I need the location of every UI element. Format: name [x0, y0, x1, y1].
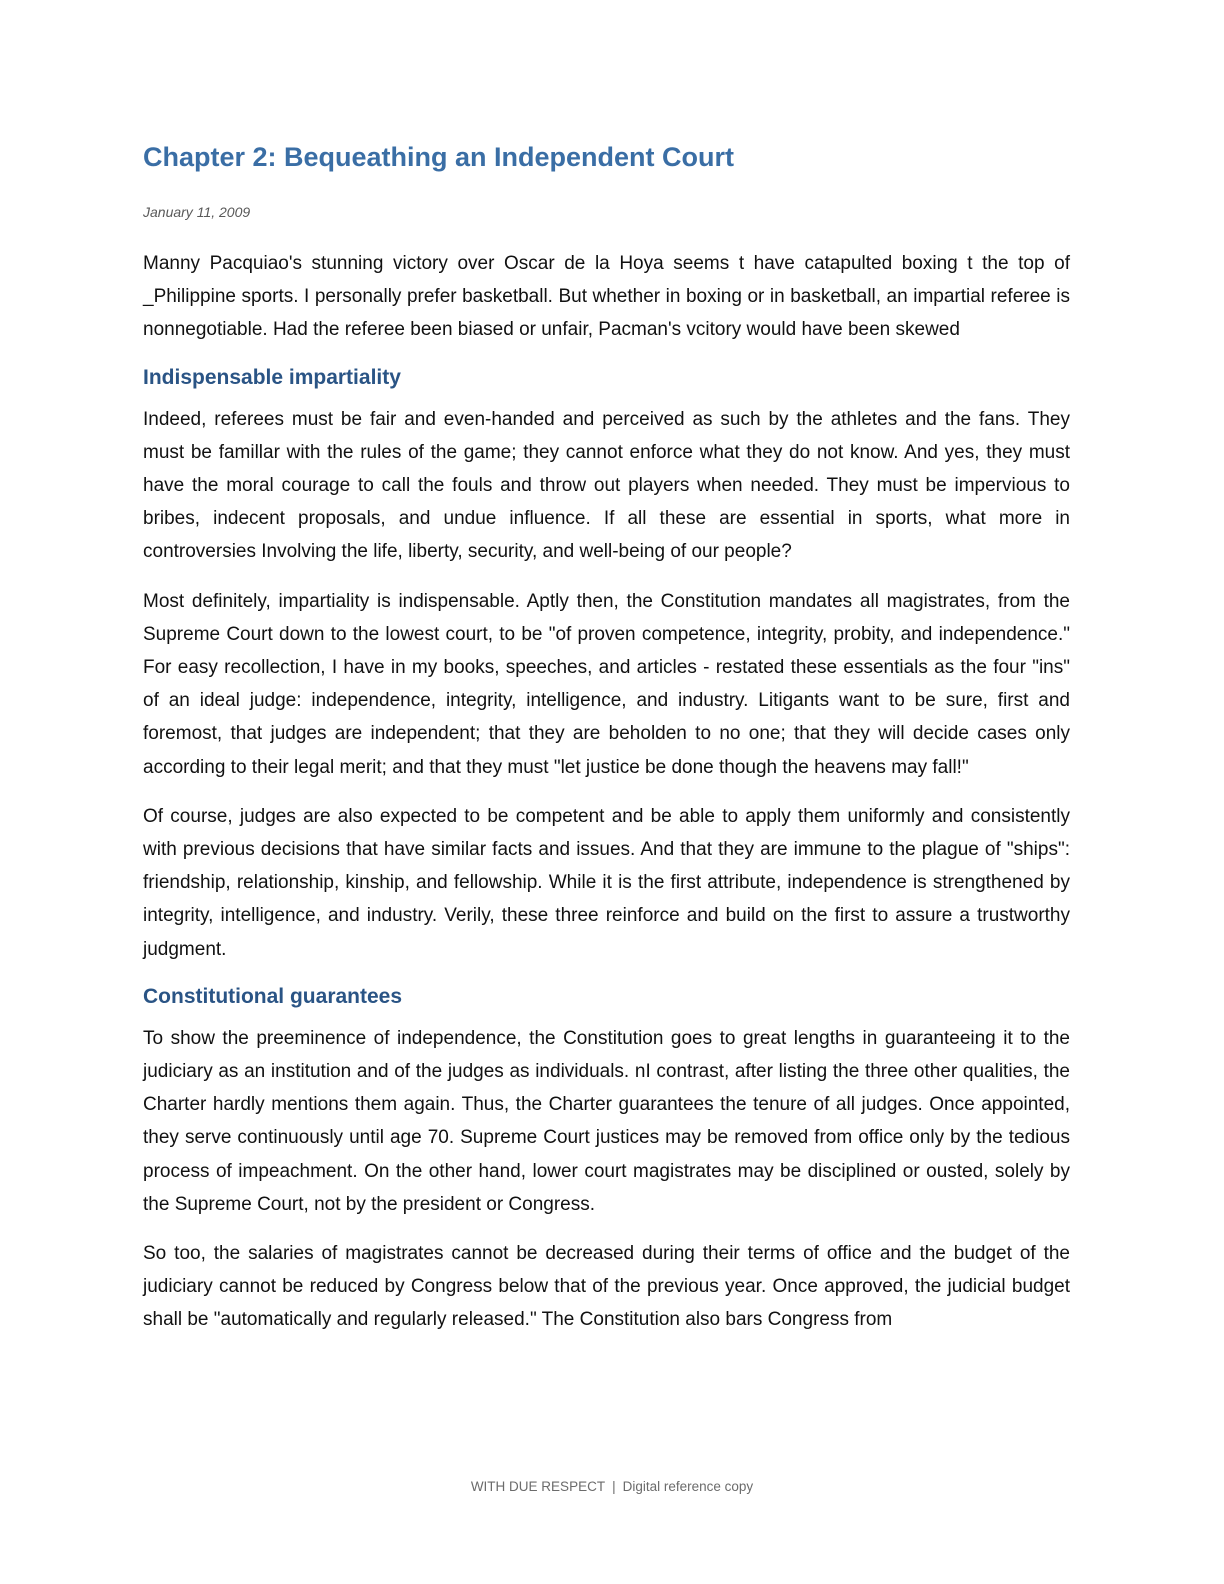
section-heading-impartiality: Indispensable impartiality: [143, 365, 401, 389]
body-paragraph: So too, the salaries of magistrates cannot be decreased during their terms of office and the budget of the judiciary cannot be reduced by Congress below that of the previous year. Once approved, the judicial budget shall be "automatically and regularly released." The Constitution also bars Congress from: [143, 1243, 1070, 1331]
document-body: [143, 247, 1070, 1353]
chapter-title: Chapter 2: Bequeathing an Independent Court: [143, 142, 735, 172]
body-paragraph: Of course, judges are also expected to be competent and be able to apply them uniformly and consistently with previous decisions that have similar facts and issues. And that they are immune to the plague of "ships": friendship, relationship, kinship, and fellowship. While it is the first attribute, independence is strengthened by integrity, intelligence, and industry. Verily, these three reinforce and build on the first to assure a trustworthy judgment.: [143, 805, 1070, 960]
page-footer: [0, 1479, 1224, 1494]
body-paragraph: Most definitely, impartiality is indispensable. Aptly then, the Constitution mandates all magistrates, from the Supreme Court down to the lowest court, to be "of proven competence, integrity, probity, and independence." For easy recollection, I have in my books, speeches, and articles - restated these essentials as the four "ins" of an ideal judge: independence, integrity, intelligence, and industry. Litigants want to be sure, first and foremost, that judges are independent; that they are beholden to no one; that they will decide cases only according to their legal merit; and that they must "let justice be done though the heavens may fall!": [143, 590, 1070, 778]
footer-copy-note: Digital reference copy: [622, 1479, 754, 1494]
footer-book-title: WITH DUE RESPECT: [470, 1479, 606, 1494]
intro-paragraph: Manny Pacquiao's stunning victory over Oscar de la Hoya seems t have catapulted boxing t the top of _Philippine sports. I personally prefer basketball. But whether in boxing or in basketball, an impartial referee is nonnegotiable. Had the referee been biased or unfair, Pacman's vcitory would have been skewed: [143, 253, 1070, 341]
section-heading-constitutional: Constitutional guarantees: [143, 984, 403, 1008]
body-paragraph: Indeed, referees must be fair and even-handed and perceived as such by the athletes and the fans. They must be famillar with the rules of the game; they cannot enforce what they do not know. And yes, they must have the moral courage to call the fouls and throw out players when needed. They must be impervious to bribes, indecent proposals, and undue influence. If all these are essential in sports, what more in controversies Involving the life, liberty, security, and well-being of our people?: [143, 408, 1070, 563]
chapter-date: January 11, 2009: [143, 204, 251, 220]
body-paragraph: To show the preeminence of independence, the Constitution goes to great lengths in guaranteeing it to the judiciary as an institution and of the judges as individuals. nI contrast, after listing the three other qualities, the Charter hardly mentions them again. Thus, the Charter guarantees the tenure of all judges. Once appointed, they serve continuously until age 70. Supreme Court justices may be removed from office only by the tedious process of impeachment. On the other hand, lower court magistrates may be disciplined or ousted, solely by the Supreme Court, not by the president or Congress.: [143, 1027, 1070, 1215]
footer-separator: |: [612, 1479, 616, 1494]
